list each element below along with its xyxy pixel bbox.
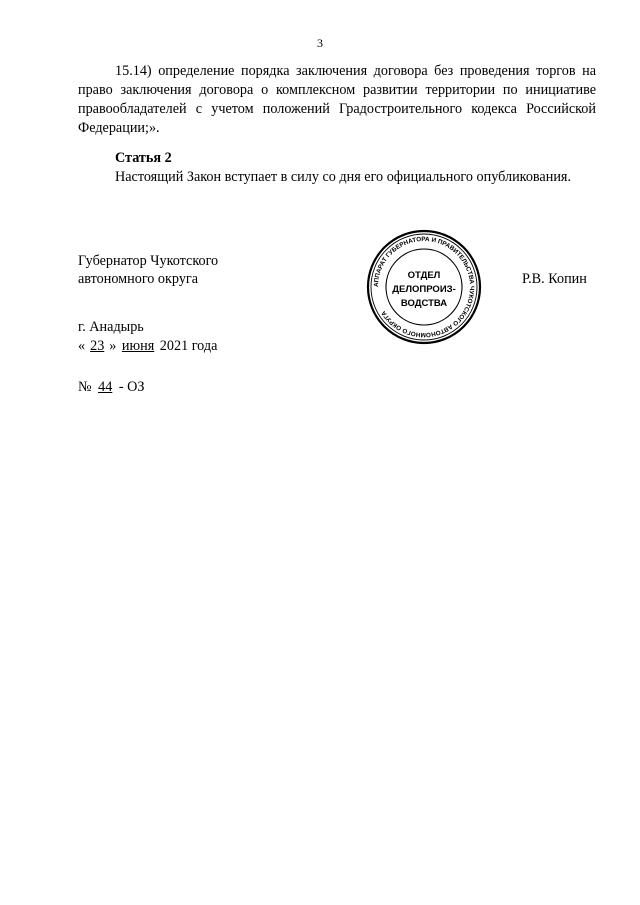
signature-title-line2: автономного округа: [78, 271, 199, 287]
article-text: Настоящий Закон вступает в силу со дня его официального опубликования.: [115, 169, 571, 185]
seal-center-line1: ОТДЕЛ: [407, 270, 441, 281]
date-day: 23: [90, 338, 105, 354]
date-close-quote: »: [109, 338, 117, 354]
law-number-suffix: - ОЗ: [118, 379, 145, 395]
law-number-prefix: №: [78, 379, 92, 395]
date-open-quote: «: [78, 338, 86, 354]
page-number: 3: [317, 36, 323, 50]
place-of-signing: г. Анадырь: [78, 319, 144, 335]
seal-center-line2: ДЕЛОПРОИЗ-: [392, 284, 456, 295]
law-number-line: [78, 378, 144, 397]
seal-center-line3: ВОДСТВА: [400, 298, 448, 309]
article-paragraph: [78, 168, 596, 187]
clause-paragraph: [78, 62, 596, 138]
article-heading: Статья 2: [115, 150, 172, 166]
seal-ring-text: АППАРАТ ГУБЕРНАТОРА И ПРАВИТЕЛЬСТВА ЧУКОТСКОГО АВТОНОМНОГО ОКРУГА: [372, 235, 476, 339]
date-line: [78, 337, 217, 356]
official-seal-stamp: [365, 228, 483, 346]
signature-title-line1: Губернатор Чукотского: [78, 253, 219, 269]
law-number-value: 44: [98, 379, 113, 395]
clause-text: 15.14) определение порядка заключения договора без проведения торгов на право заключения договора о комплексном развитии территории по инициативе правообладателей с учетом положений Градостроительного кодекса Российской Федерации;».: [78, 63, 596, 136]
date-month: июня: [121, 338, 155, 354]
signatory-name: Р.В. Копин: [522, 271, 587, 287]
date-year: 2021 года: [159, 338, 218, 354]
